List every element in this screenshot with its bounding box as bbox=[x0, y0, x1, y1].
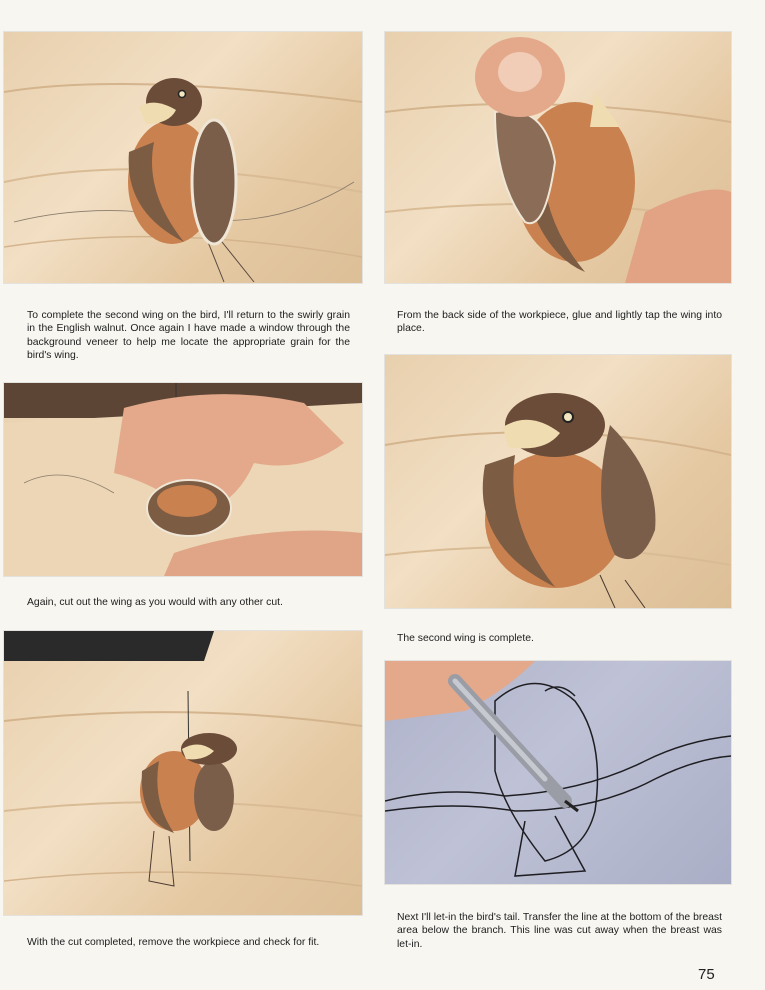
photo-check-fit bbox=[4, 631, 362, 915]
photo-transfer-tail-line bbox=[385, 661, 731, 884]
caption-wing-complete: The second wing is complete. bbox=[397, 633, 534, 644]
caption-second-wing-intro: To complete the second wing on the bird, I'll return to the swirly grain in the English walnut. Once again I have made a window through the background veneer to help me locate the appropriate grain for the bird's wing. bbox=[27, 310, 350, 361]
caption-check-fit: With the cut completed, remove the workpiece and check for fit. bbox=[27, 937, 320, 948]
caption-glue-wing: From the back side of the workpiece, glue and lightly tap the wing into place. bbox=[397, 310, 722, 335]
photo-cut-wing bbox=[4, 383, 362, 576]
caption-cut-wing: Again, cut out the wing as you would with any other cut. bbox=[27, 597, 283, 608]
photo-glue-wing bbox=[385, 32, 731, 283]
page-number: 75 bbox=[698, 966, 715, 983]
caption-tail-transfer: Next I'll let-in the bird's tail. Transfer the line at the bottom of the breast area below the branch. This line was cut away when the breast was let-in. bbox=[397, 912, 722, 950]
photo-wing-complete bbox=[385, 355, 731, 608]
photo-bird-wing-window bbox=[4, 32, 362, 283]
